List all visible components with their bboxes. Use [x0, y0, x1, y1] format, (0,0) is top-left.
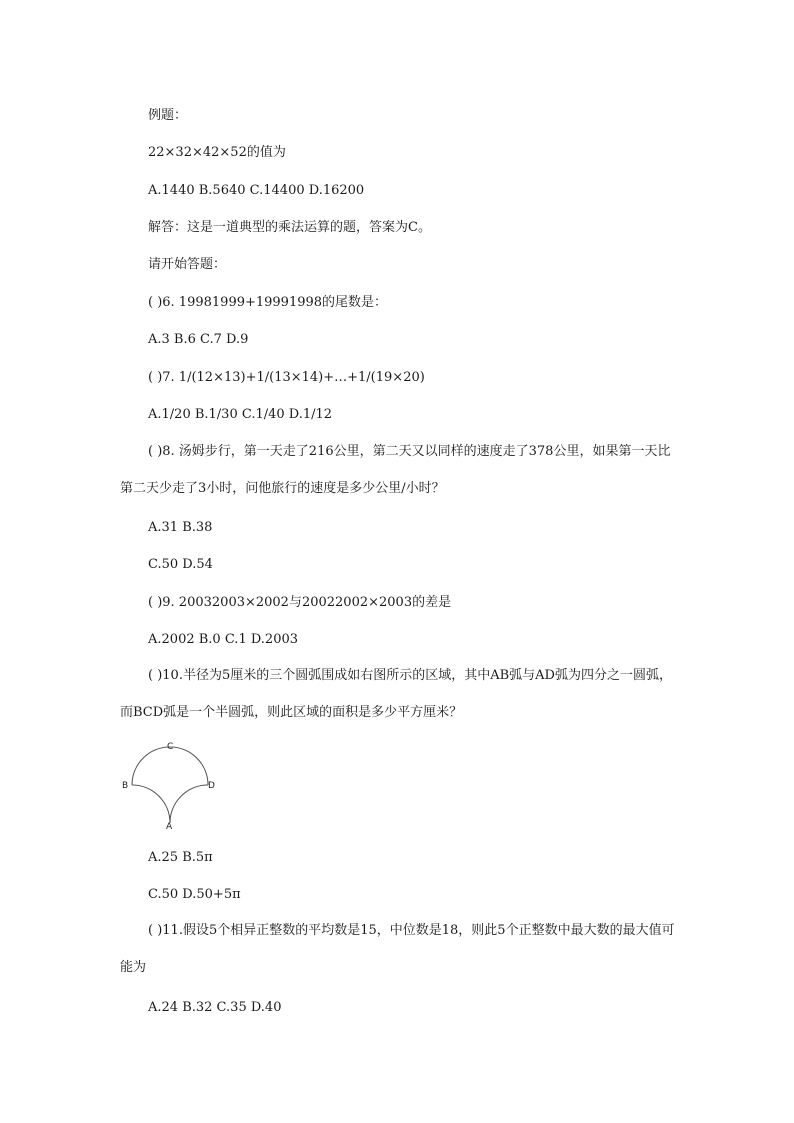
- example-heading: 例题：: [148, 108, 188, 123]
- arc-ad: [170, 785, 208, 823]
- question-10: ( )10.半径为5厘米的三个圆弧围成如右图所示的区域，其中AB弧与AD弧为四分之一圆弧，而BCD弧是一个半圆弧，则此区域的面积是多少平方厘米？: [120, 668, 672, 720]
- question-11-options: A.24 B.32 C.35 D.40: [148, 1000, 282, 1015]
- example-options: A.1440 B.5640 C.14400 D.16200: [148, 183, 365, 198]
- question-10-options-line1: A.25 B.5π: [148, 850, 213, 865]
- question-9: ( )9. 20032003×2002与20022002×2003的差是: [148, 595, 452, 610]
- question-8-options-line1: A.31 B.38: [148, 520, 213, 535]
- question-6: ( )6. 19981999+19991998的尾数是：: [148, 295, 388, 310]
- question-8: ( )8. 汤姆步行，第一天走了216公里，第二天又以同样的速度走了378公里，如果第一天比第二天少走了3小时，问他旅行的速度是多少公里/小时？: [120, 444, 671, 496]
- arc-ab: [132, 785, 170, 823]
- label-b: B: [122, 781, 129, 791]
- question-11: ( )11.假设5个相异正整数的平均数是15，中位数是18，则此5个正整数中最大数的最大值可能为: [120, 923, 675, 975]
- label-d: D: [208, 781, 215, 791]
- question-6-options: A.3 B.6 C.7 D.9: [148, 332, 249, 347]
- arc-bcd: [132, 747, 208, 785]
- arc-region-diagram: [118, 738, 223, 830]
- label-a: A: [166, 822, 173, 830]
- question-10-options-line2: C.50 D.50+5π: [148, 887, 241, 902]
- question-8-options-line2: C.50 D.54: [148, 557, 213, 572]
- arc-region-figure: [118, 738, 223, 830]
- label-c: C: [167, 742, 174, 752]
- question-7-options: A.1/20 B.1/30 C.1/40 D.1/12: [148, 407, 333, 422]
- question-9-options: A.2002 B.0 C.1 D.2003: [148, 632, 299, 647]
- example-answer: 解答：这是一道典型的乘法运算的题，答案为C。: [148, 220, 431, 235]
- question-7: ( )7. 1/(12×13)+1/(13×14)+…+1/(19×20): [148, 370, 425, 385]
- example-question: 22×32×42×52的值为: [148, 145, 286, 160]
- start-prompt: 请开始答题：: [148, 257, 227, 272]
